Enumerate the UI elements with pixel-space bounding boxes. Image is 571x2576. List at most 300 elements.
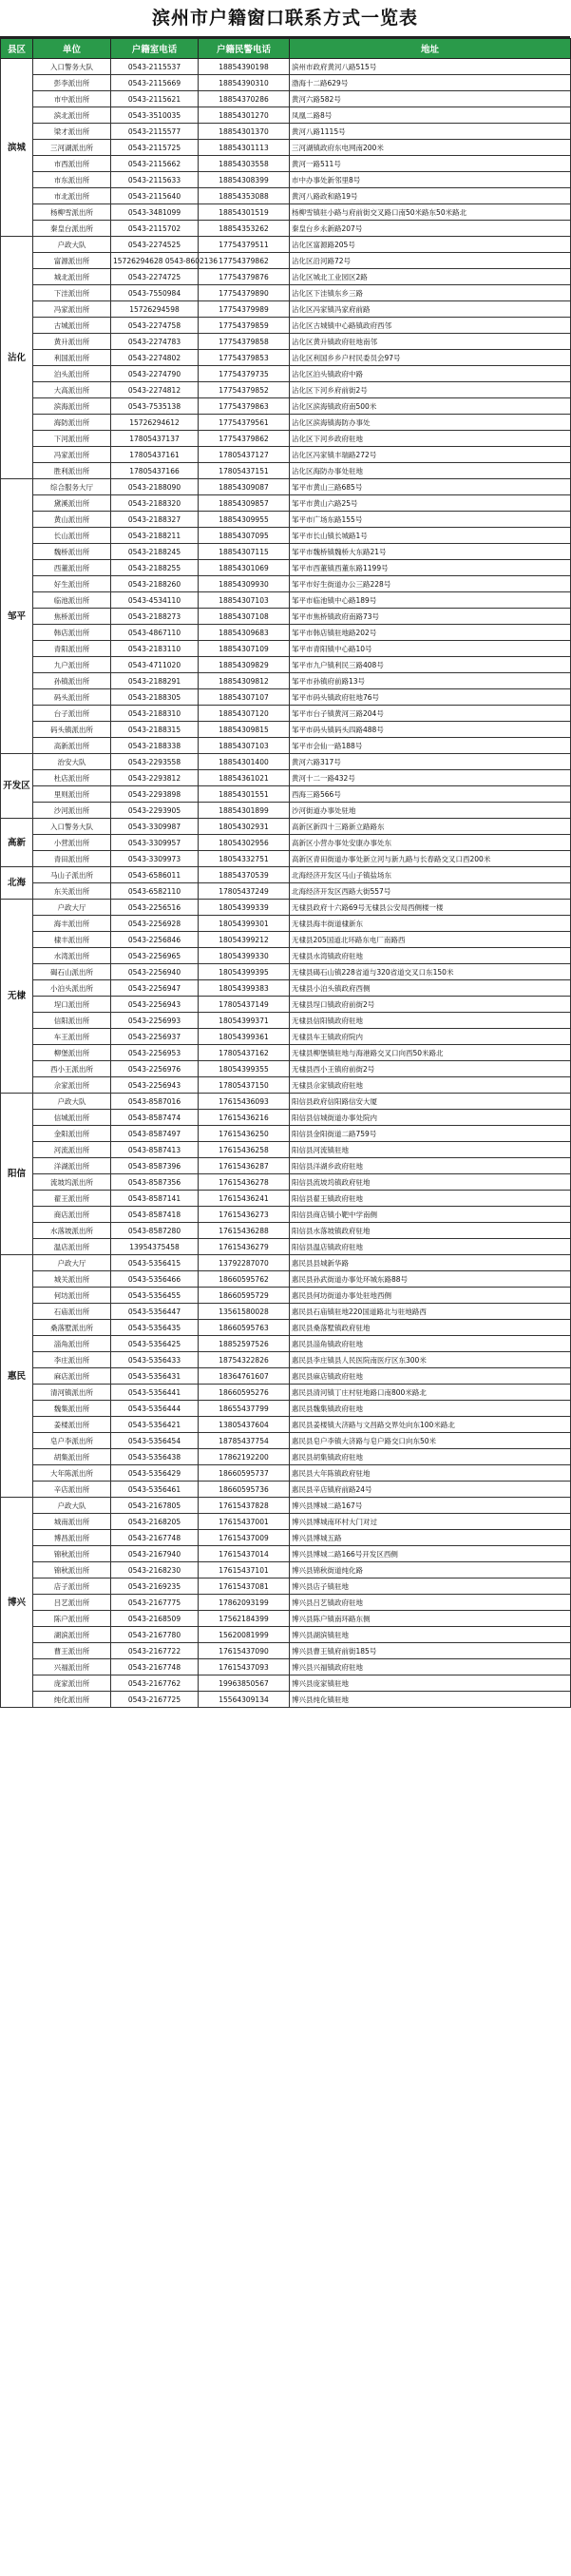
address-cell: 沾化区下洼镇东乡三路 bbox=[290, 285, 571, 301]
address-cell: 惠民县桑落墅镇政府驻地 bbox=[290, 1320, 571, 1336]
office-phone-cell: 0543-7535138 bbox=[111, 398, 199, 415]
officer-phone-cell: 18854308399 bbox=[199, 172, 290, 188]
officer-phone-cell: 18054399361 bbox=[199, 1029, 290, 1045]
address-cell: 沾化区富源路205号 bbox=[290, 237, 571, 253]
officer-phone-cell: 17862192200 bbox=[199, 1449, 290, 1465]
address-cell: 博兴县庞家镇驻地 bbox=[290, 1675, 571, 1692]
table-row bbox=[1, 722, 571, 738]
office-phone-cell: 0543-2188291 bbox=[111, 673, 199, 689]
officer-phone-cell: 17615436287 bbox=[199, 1158, 290, 1174]
office-phone-cell: 0543-2188260 bbox=[111, 576, 199, 592]
address-cell: 邹平市孙镇府前路13号 bbox=[290, 673, 571, 689]
address-cell: 邹平市临池镇中心路189号 bbox=[290, 592, 571, 609]
table-row bbox=[1, 204, 571, 221]
office-phone-cell: 0543-2188327 bbox=[111, 512, 199, 528]
address-cell: 邹平市会仙一路188号 bbox=[290, 738, 571, 754]
unit-cell: 入口警务大队 bbox=[33, 59, 111, 75]
office-phone-cell: 15726294628 0543-8602136 bbox=[111, 253, 199, 269]
unit-cell: 何坊派出所 bbox=[33, 1288, 111, 1304]
unit-cell: 小泊头派出所 bbox=[33, 980, 111, 997]
officer-phone-cell: 17615437009 bbox=[199, 1530, 290, 1546]
table-row bbox=[1, 172, 571, 188]
table-row bbox=[1, 1562, 571, 1579]
office-phone-cell: 15726294598 bbox=[111, 301, 199, 318]
unit-cell: 治安大队 bbox=[33, 754, 111, 770]
office-phone-cell: 0543-2115621 bbox=[111, 91, 199, 107]
table-row bbox=[1, 1271, 571, 1288]
officer-phone-cell: 18854303558 bbox=[199, 156, 290, 172]
officer-phone-cell: 18054302931 bbox=[199, 819, 290, 835]
office-phone-cell: 13954375458 bbox=[111, 1239, 199, 1255]
office-phone-cell: 0543-8587280 bbox=[111, 1223, 199, 1239]
address-cell: 渤海十二路629号 bbox=[290, 75, 571, 91]
officer-phone-cell: 18854301899 bbox=[199, 803, 290, 819]
office-phone-cell: 0543-2274790 bbox=[111, 366, 199, 382]
address-cell: 沾化区滨海镇海防办事处 bbox=[290, 415, 571, 431]
officer-phone-cell: 18854309829 bbox=[199, 657, 290, 673]
officer-phone-cell: 18854307109 bbox=[199, 641, 290, 657]
officer-phone-cell: 17805437151 bbox=[199, 463, 290, 479]
table-row bbox=[1, 867, 571, 883]
office-phone-cell: 0543-2169235 bbox=[111, 1579, 199, 1595]
office-phone-cell: 0543-2274525 bbox=[111, 237, 199, 253]
office-phone-cell: 0543-2167722 bbox=[111, 1643, 199, 1659]
address-cell: 邹平市广场东路155号 bbox=[290, 512, 571, 528]
office-phone-cell: 0543-2256953 bbox=[111, 1045, 199, 1061]
unit-cell: 埕口派出所 bbox=[33, 997, 111, 1013]
office-phone-cell: 0543-5356429 bbox=[111, 1465, 199, 1482]
address-cell: 沾化区滨海镇政府南500米 bbox=[290, 398, 571, 415]
table-row bbox=[1, 285, 571, 301]
officer-phone-cell: 18660595762 bbox=[199, 1271, 290, 1288]
address-cell: 沾化区海防办事处驻地 bbox=[290, 463, 571, 479]
unit-cell: 临池派出所 bbox=[33, 592, 111, 609]
officer-phone-cell: 18854301519 bbox=[199, 204, 290, 221]
address-cell: 惠民县县城新华路 bbox=[290, 1255, 571, 1271]
officer-phone-cell: 18054302956 bbox=[199, 835, 290, 851]
unit-cell: 户政大厅 bbox=[33, 1255, 111, 1271]
officer-phone-cell: 18660595729 bbox=[199, 1288, 290, 1304]
unit-cell: 温店派出所 bbox=[33, 1239, 111, 1255]
table-row bbox=[1, 1191, 571, 1207]
officer-phone-cell: 17615437081 bbox=[199, 1579, 290, 1595]
header-office-phone: 户籍室电话 bbox=[111, 39, 199, 59]
officer-phone-cell: 17615437828 bbox=[199, 1498, 290, 1514]
office-phone-cell: 0543-8587413 bbox=[111, 1142, 199, 1158]
table-row bbox=[1, 1126, 571, 1142]
unit-cell: 胜利派出所 bbox=[33, 463, 111, 479]
table-row bbox=[1, 366, 571, 382]
address-cell: 沾化区古城镇中心路镇政府西邻 bbox=[290, 318, 571, 334]
office-phone-cell: 0543-2256976 bbox=[111, 1061, 199, 1077]
unit-cell: 马山子派出所 bbox=[33, 867, 111, 883]
unit-cell: 九户派出所 bbox=[33, 657, 111, 673]
officer-phone-cell: 17754379735 bbox=[199, 366, 290, 382]
address-cell: 杨柳雪镇驻小路与府前街交叉路口南50米路东50米路北 bbox=[290, 204, 571, 221]
address-cell: 博兴县兴福镇政府驻地 bbox=[290, 1659, 571, 1675]
unit-cell: 魏桥派出所 bbox=[33, 544, 111, 560]
address-cell: 无棣县西小王镇府前街2号 bbox=[290, 1061, 571, 1077]
unit-cell: 青阳派出所 bbox=[33, 641, 111, 657]
table-row bbox=[1, 883, 571, 900]
unit-cell: 魏集派出所 bbox=[33, 1401, 111, 1417]
unit-cell: 下河派出所 bbox=[33, 431, 111, 447]
unit-cell: 高新派出所 bbox=[33, 738, 111, 754]
officer-phone-cell: 17805437149 bbox=[199, 997, 290, 1013]
address-cell: 沾化区黄升镇政府驻地南邻 bbox=[290, 334, 571, 350]
unit-cell: 户政大队 bbox=[33, 1498, 111, 1514]
table-row bbox=[1, 1368, 571, 1385]
officer-phone-cell: 17754379511 bbox=[199, 237, 290, 253]
unit-cell: 碣石山派出所 bbox=[33, 964, 111, 980]
table-row bbox=[1, 1627, 571, 1643]
table-row bbox=[1, 75, 571, 91]
address-cell: 惠民县魏集镇政府驻地 bbox=[290, 1401, 571, 1417]
officer-phone-cell: 17805437162 bbox=[199, 1045, 290, 1061]
table-row bbox=[1, 980, 571, 997]
unit-cell: 市东派出所 bbox=[33, 172, 111, 188]
officer-phone-cell: 18854309930 bbox=[199, 576, 290, 592]
unit-cell: 码头派出所 bbox=[33, 689, 111, 706]
officer-phone-cell: 17615436273 bbox=[199, 1207, 290, 1223]
address-cell: 无棣县小泊头镇政府西侧 bbox=[290, 980, 571, 997]
address-cell: 沾化区沿河路72号 bbox=[290, 253, 571, 269]
office-phone-cell: 15726294612 bbox=[111, 415, 199, 431]
table-row bbox=[1, 188, 571, 204]
address-cell: 邹平市好生街道办公三路228号 bbox=[290, 576, 571, 592]
address-cell: 博兴县湖滨镇驻地 bbox=[290, 1627, 571, 1643]
officer-phone-cell: 18054399371 bbox=[199, 1013, 290, 1029]
office-phone-cell: 0543-2274812 bbox=[111, 382, 199, 398]
unit-cell: 东关派出所 bbox=[33, 883, 111, 900]
officer-phone-cell: 17754379859 bbox=[199, 318, 290, 334]
table-row bbox=[1, 512, 571, 528]
officer-phone-cell: 18854309857 bbox=[199, 495, 290, 512]
table-row bbox=[1, 689, 571, 706]
address-cell: 无棣县海丰街道棣新东 bbox=[290, 916, 571, 932]
unit-cell: 杜店派出所 bbox=[33, 770, 111, 786]
address-cell: 邹平市黄山三路685号 bbox=[290, 479, 571, 495]
table-row bbox=[1, 835, 571, 851]
office-phone-cell: 0543-2256937 bbox=[111, 1029, 199, 1045]
office-phone-cell: 0543-6582110 bbox=[111, 883, 199, 900]
officer-phone-cell: 18854301400 bbox=[199, 754, 290, 770]
unit-cell: 石庙派出所 bbox=[33, 1304, 111, 1320]
district-cell: 阳信 bbox=[1, 1094, 33, 1255]
officer-phone-cell: 13805437604 bbox=[199, 1417, 290, 1433]
table-row bbox=[1, 269, 571, 285]
office-phone-cell: 0543-2274725 bbox=[111, 269, 199, 285]
table-row bbox=[1, 964, 571, 980]
table-row bbox=[1, 1239, 571, 1255]
table-row bbox=[1, 415, 571, 431]
officer-phone-cell: 18854309815 bbox=[199, 722, 290, 738]
unit-cell: 好生派出所 bbox=[33, 576, 111, 592]
office-phone-cell: 0543-5356447 bbox=[111, 1304, 199, 1320]
address-cell: 博兴县博城二路167号 bbox=[290, 1498, 571, 1514]
officer-phone-cell: 18054399395 bbox=[199, 964, 290, 980]
office-phone-cell: 0543-5356455 bbox=[111, 1288, 199, 1304]
officer-phone-cell: 15564309134 bbox=[199, 1692, 290, 1708]
officer-phone-cell: 18854307103 bbox=[199, 738, 290, 754]
office-phone-cell: 0543-4711020 bbox=[111, 657, 199, 673]
office-phone-cell: 0543-5356433 bbox=[111, 1352, 199, 1368]
officer-phone-cell: 18054399383 bbox=[199, 980, 290, 997]
officer-phone-cell: 17615436258 bbox=[199, 1142, 290, 1158]
unit-cell: 秦皇台派出所 bbox=[33, 221, 111, 237]
table-row bbox=[1, 1401, 571, 1417]
unit-cell: 冯家派出所 bbox=[33, 447, 111, 463]
table-row bbox=[1, 1530, 571, 1546]
address-cell: 沾化区冯家镇冯家府前路 bbox=[290, 301, 571, 318]
table-row bbox=[1, 91, 571, 107]
office-phone-cell: 0543-5356441 bbox=[111, 1385, 199, 1401]
table-row bbox=[1, 1142, 571, 1158]
office-phone-cell: 0543-2188211 bbox=[111, 528, 199, 544]
table-row bbox=[1, 334, 571, 350]
officer-phone-cell: 17615436288 bbox=[199, 1223, 290, 1239]
table-row bbox=[1, 1482, 571, 1498]
table-row bbox=[1, 140, 571, 156]
district-cell: 开发区 bbox=[1, 754, 33, 819]
address-cell: 阳信县翟王镇政府驻地 bbox=[290, 1191, 571, 1207]
office-phone-cell: 0543-8587497 bbox=[111, 1126, 199, 1142]
officer-phone-cell: 18854301370 bbox=[199, 124, 290, 140]
office-phone-cell: 0543-3309973 bbox=[111, 851, 199, 867]
address-cell: 惠民县姜楼镇大济路与文昌路交界处向东100米路北 bbox=[290, 1417, 571, 1433]
address-cell: 惠民县清河镇丁庄村驻地路口南800米路北 bbox=[290, 1385, 571, 1401]
officer-phone-cell: 17754379989 bbox=[199, 301, 290, 318]
officer-phone-cell: 18054399339 bbox=[199, 900, 290, 916]
officer-phone-cell: 18854307107 bbox=[199, 689, 290, 706]
officer-phone-cell: 15620081999 bbox=[199, 1627, 290, 1643]
unit-cell: 里则派出所 bbox=[33, 786, 111, 803]
table-row bbox=[1, 673, 571, 689]
address-cell: 邹平市九户镇利民三路408号 bbox=[290, 657, 571, 673]
table-row bbox=[1, 1094, 571, 1110]
table-row bbox=[1, 1158, 571, 1174]
district-cell: 博兴 bbox=[1, 1498, 33, 1708]
officer-phone-cell: 18854309087 bbox=[199, 479, 290, 495]
office-phone-cell: 0543-2167748 bbox=[111, 1530, 199, 1546]
unit-cell: 湖滨派出所 bbox=[33, 1627, 111, 1643]
address-cell: 惠民县辛店镇府前路24号 bbox=[290, 1482, 571, 1498]
office-phone-cell: 0543-2167762 bbox=[111, 1675, 199, 1692]
office-phone-cell: 0543-2293898 bbox=[111, 786, 199, 803]
address-cell: 博兴县吕艺镇政府驻地 bbox=[290, 1595, 571, 1611]
unit-cell: 车王派出所 bbox=[33, 1029, 111, 1045]
office-phone-cell: 17805437137 bbox=[111, 431, 199, 447]
table-row bbox=[1, 754, 571, 770]
address-cell: 阳信县温店镇政府驻地 bbox=[290, 1239, 571, 1255]
unit-cell: 市北派出所 bbox=[33, 188, 111, 204]
table-row bbox=[1, 819, 571, 835]
unit-cell: 彭李派出所 bbox=[33, 75, 111, 91]
table-row bbox=[1, 318, 571, 334]
address-cell: 黄河八路1115号 bbox=[290, 124, 571, 140]
officer-phone-cell: 17754379862 bbox=[199, 431, 290, 447]
address-cell: 阳信县金阳街道二路759号 bbox=[290, 1126, 571, 1142]
office-phone-cell: 0543-2188338 bbox=[111, 738, 199, 754]
address-cell: 黄河一路511号 bbox=[290, 156, 571, 172]
office-phone-cell: 0543-5356454 bbox=[111, 1433, 199, 1449]
unit-cell: 大高派出所 bbox=[33, 382, 111, 398]
unit-cell: 海丰派出所 bbox=[33, 916, 111, 932]
address-cell: 邹平市台子镇黄河三路204号 bbox=[290, 706, 571, 722]
officer-phone-cell: 17754379863 bbox=[199, 398, 290, 415]
unit-cell: 姜楼派出所 bbox=[33, 1417, 111, 1433]
officer-phone-cell: 18754322826 bbox=[199, 1352, 290, 1368]
address-cell: 无棣县埕口镇政府前街2号 bbox=[290, 997, 571, 1013]
office-phone-cell: 0543-7550984 bbox=[111, 285, 199, 301]
address-cell: 博兴县博城二路166号开发区西侧 bbox=[290, 1546, 571, 1562]
office-phone-cell: 0543-2167805 bbox=[111, 1498, 199, 1514]
unit-cell: 清河镇派出所 bbox=[33, 1385, 111, 1401]
office-phone-cell: 17805437161 bbox=[111, 447, 199, 463]
address-cell: 黄河六路317号 bbox=[290, 754, 571, 770]
table-row bbox=[1, 237, 571, 253]
address-cell: 惠民县何坊街道办事处驻地西侧 bbox=[290, 1288, 571, 1304]
office-phone-cell: 0543-2188310 bbox=[111, 706, 199, 722]
district-cell: 北海 bbox=[1, 867, 33, 900]
table-row bbox=[1, 1498, 571, 1514]
unit-cell: 陈户派出所 bbox=[33, 1611, 111, 1627]
office-phone-cell: 0543-8587418 bbox=[111, 1207, 199, 1223]
office-phone-cell: 0543-2256993 bbox=[111, 1013, 199, 1029]
table-row bbox=[1, 382, 571, 398]
unit-cell: 户政大厅 bbox=[33, 900, 111, 916]
office-phone-cell: 17805437166 bbox=[111, 463, 199, 479]
unit-cell: 黄山派出所 bbox=[33, 512, 111, 528]
table-row bbox=[1, 560, 571, 576]
address-cell: 博兴县曹王镇府前街185号 bbox=[290, 1643, 571, 1659]
address-cell: 邹平市西董镇西董东路1199号 bbox=[290, 560, 571, 576]
officer-phone-cell: 18854353088 bbox=[199, 188, 290, 204]
unit-cell: 洋湖派出所 bbox=[33, 1158, 111, 1174]
address-cell: 无棣县205国道北环路东电厂南路西 bbox=[290, 932, 571, 948]
table-row bbox=[1, 221, 571, 237]
officer-phone-cell: 17805437127 bbox=[199, 447, 290, 463]
address-cell: 沾化区下河乡府前街2号 bbox=[290, 382, 571, 398]
officer-phone-cell: 18854390310 bbox=[199, 75, 290, 91]
officer-phone-cell: 17805437150 bbox=[199, 1077, 290, 1094]
address-cell: 惠民县石庙镇驻地220国道路北与驻地路西 bbox=[290, 1304, 571, 1320]
office-phone-cell: 0543-6586011 bbox=[111, 867, 199, 883]
address-cell: 沾化区利国乡乡户村民委员会97号 bbox=[290, 350, 571, 366]
address-cell: 无棣县柳堡镇驻地与海港路交叉口向西50米路北 bbox=[290, 1045, 571, 1061]
office-phone-cell: 0543-2115577 bbox=[111, 124, 199, 140]
address-cell: 博兴县锦秋街道纯化路 bbox=[290, 1562, 571, 1579]
officer-phone-cell: 17615436216 bbox=[199, 1110, 290, 1126]
unit-cell: 梁才派出所 bbox=[33, 124, 111, 140]
table-row bbox=[1, 851, 571, 867]
unit-cell: 店子派出所 bbox=[33, 1579, 111, 1595]
address-cell: 沾化区冯家镇丰瑞路272号 bbox=[290, 447, 571, 463]
officer-phone-cell: 17754379853 bbox=[199, 350, 290, 366]
table-row bbox=[1, 1417, 571, 1433]
address-cell: 北海经济开发区西路大街557号 bbox=[290, 883, 571, 900]
officer-phone-cell: 18854390198 bbox=[199, 59, 290, 75]
office-phone-cell: 0543-2256940 bbox=[111, 964, 199, 980]
address-cell: 邹平市魏桥镇魏桥大东路21号 bbox=[290, 544, 571, 560]
office-phone-cell: 0543-2274758 bbox=[111, 318, 199, 334]
unit-cell: 城关派出所 bbox=[33, 1271, 111, 1288]
officer-phone-cell: 18854309683 bbox=[199, 625, 290, 641]
office-phone-cell: 0543-2293812 bbox=[111, 770, 199, 786]
unit-cell: 博昌派出所 bbox=[33, 1530, 111, 1546]
table-row bbox=[1, 1611, 571, 1627]
unit-cell: 曹王派出所 bbox=[33, 1643, 111, 1659]
office-phone-cell: 0543-2256943 bbox=[111, 1077, 199, 1094]
table-row bbox=[1, 1255, 571, 1271]
address-cell: 邹平市韩店镇驻地路202号 bbox=[290, 625, 571, 641]
office-phone-cell: 0543-2168205 bbox=[111, 1514, 199, 1530]
unit-cell: 翟王派出所 bbox=[33, 1191, 111, 1207]
office-phone-cell: 0543-8587356 bbox=[111, 1174, 199, 1191]
officer-phone-cell: 17754379858 bbox=[199, 334, 290, 350]
address-cell: 邹平市焦桥镇政府南路73号 bbox=[290, 609, 571, 625]
unit-cell: 佘家派出所 bbox=[33, 1077, 111, 1094]
unit-cell: 综合服务大厅 bbox=[33, 479, 111, 495]
address-cell: 博兴县店子镇驻地 bbox=[290, 1579, 571, 1595]
address-cell: 沾化区下河乡政府驻地 bbox=[290, 431, 571, 447]
unit-cell: 城南派出所 bbox=[33, 1514, 111, 1530]
table-row bbox=[1, 1595, 571, 1611]
unit-cell: 沙河派出所 bbox=[33, 803, 111, 819]
office-phone-cell: 0543-5356421 bbox=[111, 1417, 199, 1433]
unit-cell: 富源派出所 bbox=[33, 253, 111, 269]
header-address: 地址 bbox=[290, 39, 571, 59]
office-phone-cell: 0543-2167775 bbox=[111, 1595, 199, 1611]
officer-phone-cell: 17615436093 bbox=[199, 1094, 290, 1110]
unit-cell: 流坡坞派出所 bbox=[33, 1174, 111, 1191]
office-phone-cell: 0543-2274802 bbox=[111, 350, 199, 366]
officer-phone-cell: 18054332751 bbox=[199, 851, 290, 867]
unit-cell: 滨海派出所 bbox=[33, 398, 111, 415]
address-cell: 邹平市码头镇码头四路488号 bbox=[290, 722, 571, 738]
address-cell: 黄河八路政和路19号 bbox=[290, 188, 571, 204]
address-cell: 阳信县洋湖乡政府驻地 bbox=[290, 1158, 571, 1174]
officer-phone-cell: 18854370286 bbox=[199, 91, 290, 107]
district-cell: 惠民 bbox=[1, 1255, 33, 1498]
unit-cell: 大年陈派出所 bbox=[33, 1465, 111, 1482]
unit-cell: 水落坡派出所 bbox=[33, 1223, 111, 1239]
address-cell: 惠民县大年陈镇政府驻地 bbox=[290, 1465, 571, 1482]
officer-phone-cell: 17615437090 bbox=[199, 1643, 290, 1659]
unit-cell: 城北派出所 bbox=[33, 269, 111, 285]
officer-phone-cell: 17754379561 bbox=[199, 415, 290, 431]
officer-phone-cell: 18660595276 bbox=[199, 1385, 290, 1401]
unit-cell: 市中派出所 bbox=[33, 91, 111, 107]
unit-cell: 泊头派出所 bbox=[33, 366, 111, 382]
address-cell: 沙河街道办事处驻地 bbox=[290, 803, 571, 819]
unit-cell: 利国派出所 bbox=[33, 350, 111, 366]
officer-phone-cell: 17862093199 bbox=[199, 1595, 290, 1611]
table-body bbox=[1, 59, 571, 1708]
office-phone-cell: 0543-2256943 bbox=[111, 997, 199, 1013]
address-cell: 黄河十二一路432号 bbox=[290, 770, 571, 786]
office-phone-cell: 0543-5356438 bbox=[111, 1449, 199, 1465]
address-cell: 无棣县碣石山镇228省道与320省道交叉口东150米 bbox=[290, 964, 571, 980]
office-phone-cell: 0543-2188273 bbox=[111, 609, 199, 625]
table-row bbox=[1, 528, 571, 544]
unit-cell: 胡集派出所 bbox=[33, 1449, 111, 1465]
address-cell: 惠民县孙武街道办事处环城东路88号 bbox=[290, 1271, 571, 1288]
unit-cell: 下洼派出所 bbox=[33, 285, 111, 301]
address-cell: 博兴县纯化镇驻地 bbox=[290, 1692, 571, 1708]
office-phone-cell: 0543-3309957 bbox=[111, 835, 199, 851]
unit-cell: 皂户李派出所 bbox=[33, 1433, 111, 1449]
